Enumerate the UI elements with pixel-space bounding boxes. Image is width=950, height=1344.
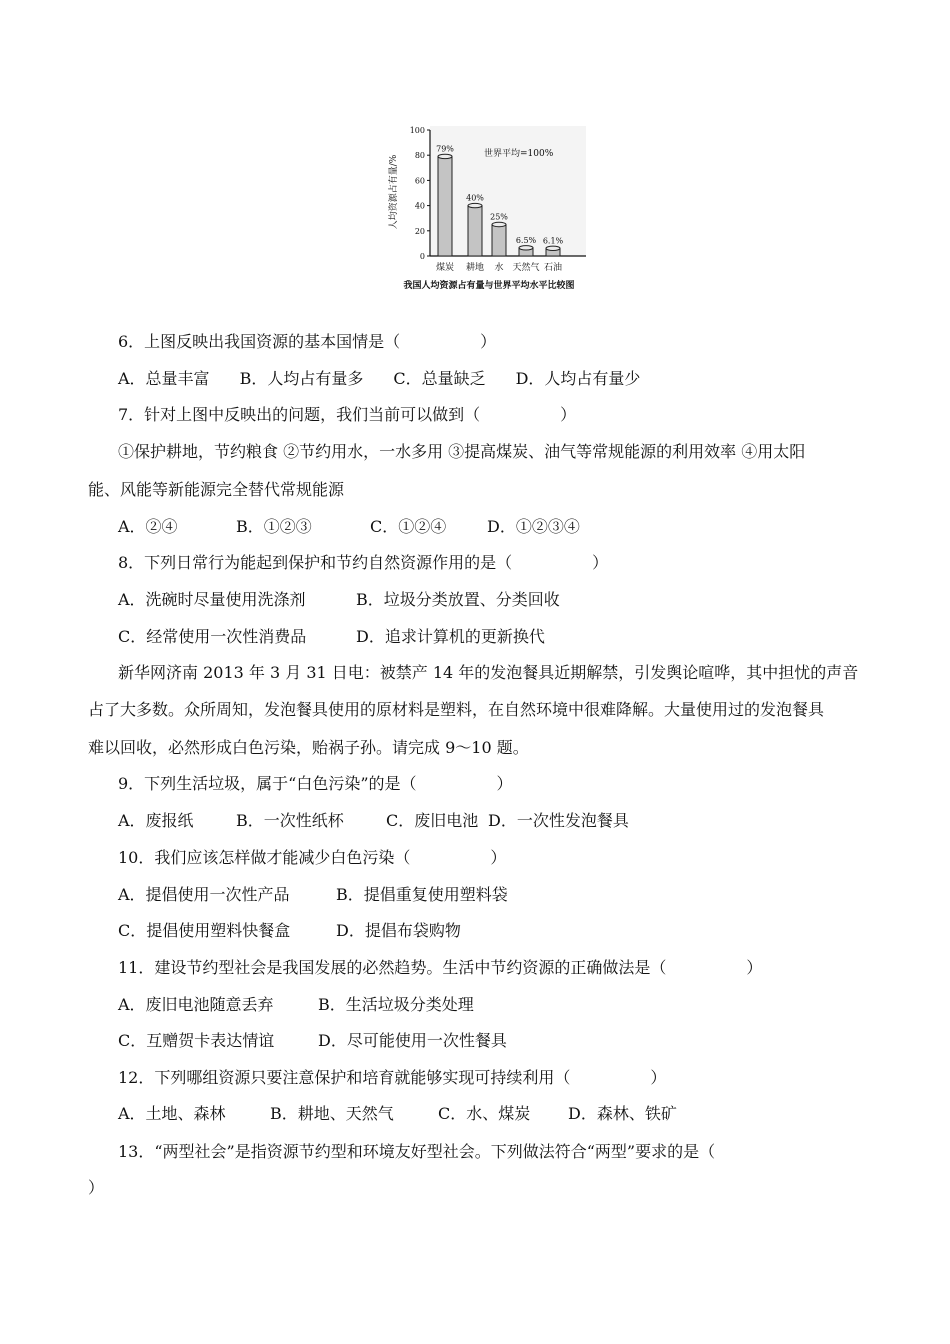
bar-data-label: 6.5% [515,235,537,245]
y-tick-label: 20 [414,226,425,236]
q9-stem: 9．下列生活垃圾，属于“白色污染”的是（ ） [118,774,513,793]
q8-options-row2 [118,627,545,647]
q11-stem: 11．建设节约型社会是我国发展的必然趋势。生活中节约资源的正确做法是（ ） [118,958,763,977]
q10-stem: 10．我们应该怎样做才能减少白色污染（ ） [118,848,507,867]
bar-cap [546,246,560,250]
q6-option-d[interactable]: D．人均占有量少 [515,369,641,388]
q7-text-2: 能、风能等新能源完全替代常规能源 [88,480,345,499]
q10-option-c[interactable]: C．提倡使用塑料快餐盒 [118,921,291,940]
q8-option-a[interactable]: A．洗碗时尽量使用洗涤剂 [118,590,306,609]
q11-option-a[interactable]: A．废旧电池随意丢弃 [118,995,274,1014]
y-axis-label: 人均资源占有量/% [389,154,399,230]
q9-option-b[interactable]: B．一次性纸杯 [236,811,344,830]
q7-option-b[interactable]: B．①②③ [236,517,312,536]
chart-annotation: 世界平均=100% [484,149,554,159]
chart-caption: 我国人均资源占有量与世界平均水平比较图 [403,281,575,291]
q7-option-c[interactable]: C．①②④ [370,517,447,536]
q7-text-1: ①保护耕地，节约粮食 ②节约用水，一水多用 ③提高煤炭、油气等常规能源的利用效率 ④用太阳 [118,442,806,461]
q10-option-a[interactable]: A．提倡使用一次性产品 [118,885,290,904]
q6-option-c[interactable]: C．总量缺乏 [393,369,486,388]
q12-option-c[interactable]: C．水、煤炭 [438,1104,531,1123]
x-category-label: 天然气 [512,263,540,273]
bar-data-label: 79% [436,144,454,154]
q7-option-a[interactable]: A．②④ [118,517,178,536]
q8-options-row1 [118,590,560,610]
chart-svg [386,122,592,294]
x-category-label: 石油 [543,263,563,273]
q8-stem: 8．下列日常行为能起到保护和节约自然资源作用的是（ ） [118,553,609,572]
q6-options [118,369,640,389]
q10-options-row1 [118,885,508,905]
x-category-label: 煤炭 [435,263,455,273]
q13-stem: 13．“两型社会”是指资源节约型和环境友好型社会。下列做法符合“两型”要求的是（ [118,1142,716,1161]
bar-data-label: 6.1% [542,236,564,246]
x-category-label: 水 [494,263,504,273]
q11-options-row1 [118,995,474,1015]
bar [492,225,506,257]
q11-option-d[interactable]: D．尽可能使用一次性餐具 [318,1031,507,1050]
bar-cap [468,203,482,207]
bar-cap [519,246,533,250]
x-category-label: 耕地 [465,263,485,273]
q11-option-c[interactable]: C．互赠贺卡表达情谊 [118,1031,275,1050]
q9-option-a[interactable]: A．废报纸 [118,811,194,830]
q6-option-a[interactable]: A．总量丰富 [118,369,210,388]
bar-data-label: 40% [466,193,484,203]
y-tick-label: 40 [414,201,425,211]
bar [438,156,452,256]
q8-option-b[interactable]: B．垃圾分类放置、分类回收 [356,590,560,609]
q9-option-c[interactable]: C．废旧电池 [386,811,479,830]
q12-options [118,1104,677,1124]
resource-comparison-chart [386,122,592,294]
bar-cap [492,222,506,226]
q7-stem: 7．针对上图中反映出的问题，我们当前可以做到（ ） [118,405,577,424]
bar-data-label: 25% [490,212,508,222]
q8-option-c[interactable]: C．经常使用一次性消费品 [118,627,307,646]
q6-stem: 6．上图反映出我国资源的基本国情是（ ） [118,332,497,351]
q10-option-b[interactable]: B．提倡重复使用塑料袋 [336,885,508,904]
q10-options-row2 [118,921,461,941]
y-tick-label: 100 [409,126,425,135]
q8-option-d[interactable]: D．追求计算机的更新换代 [356,627,545,646]
q11-options-row2 [118,1031,507,1051]
q13-stem-end: ） [88,1178,105,1197]
q7-options [118,517,580,537]
q6-option-b[interactable]: B．人均占有量多 [239,369,364,388]
q12-option-d[interactable]: D．森林、铁矿 [568,1104,677,1123]
passage-line-3: 难以回收，必然形成白色污染，贻祸子孙。请完成 9～10 题。 [88,738,529,757]
q9-option-d[interactable]: D．一次性发泡餐具 [488,811,629,830]
y-tick-label: 80 [414,151,425,161]
bar-cap [438,154,452,158]
q11-option-b[interactable]: B．生活垃圾分类处理 [318,995,474,1014]
q12-option-a[interactable]: A．土地、森林 [118,1104,226,1123]
y-tick-label: 0 [419,252,425,261]
passage-line-2: 占了大多数。众所周知，发泡餐具使用的原材料是塑料，在自然环境中很难降解。大量使用过的发泡餐具 [88,700,825,719]
q10-option-d[interactable]: D．提倡布袋购物 [336,921,461,940]
q12-stem: 12．下列哪组资源只要注意保护和培育就能够实现可持续利用（ ） [118,1068,667,1087]
q12-option-b[interactable]: B．耕地、天然气 [270,1104,394,1123]
passage-line-1: 新华网济南 2013 年 3 月 31 日电：被禁产 14 年的发泡餐具近期解禁，引发舆论喧哗，其中担忧的声音 [118,663,859,682]
bar [468,206,482,256]
y-tick-label: 60 [414,176,425,186]
q9-options [118,811,629,831]
q7-option-d[interactable]: D．①②③④ [487,517,580,536]
